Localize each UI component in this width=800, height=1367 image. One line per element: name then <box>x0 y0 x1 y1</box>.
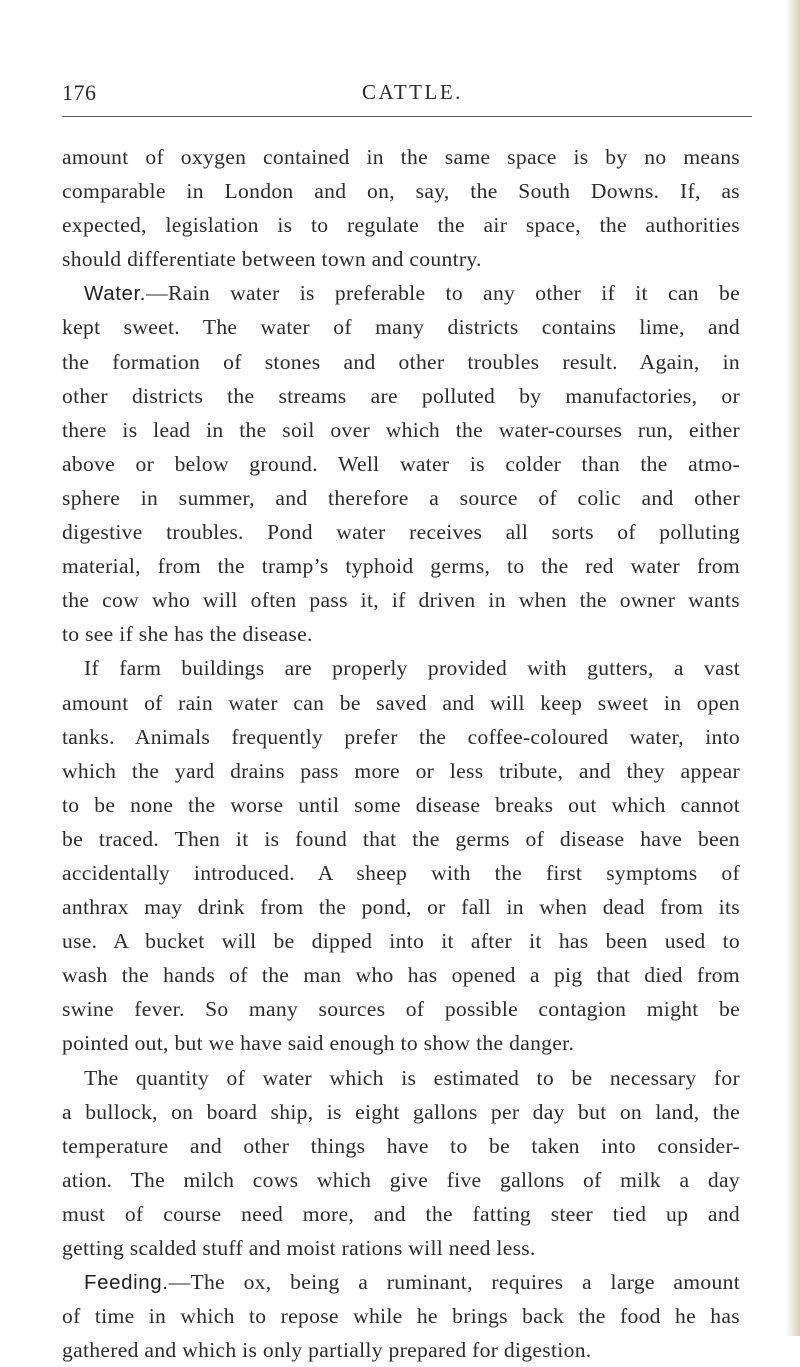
text-line-content: —Rain water is preferable to any other if it can be <box>146 281 740 306</box>
text-line: there is lead in the soil over which the water-courses run, either <box>62 417 740 442</box>
section-heading-water: Water. <box>84 282 147 306</box>
text-line: to see if she has the disease. <box>62 622 313 647</box>
text-line: digestive troubles. Pond water receives all sorts of polluting <box>62 520 740 545</box>
text-line: pointed out, but we have said enough to show the danger. <box>62 1031 575 1056</box>
text-line: If farm buildings are properly provided with gutters, a vast <box>84 656 740 681</box>
text-line: accidentally introduced. A sheep with the first symptoms of <box>62 860 740 885</box>
text-line: a bullock, on board ship, is eight gallons per day but on land, the <box>62 1099 740 1124</box>
text-line: swine fever. So many sources of possible contagion might be <box>62 997 740 1022</box>
text-line: should differentiate between town and country. <box>62 247 482 272</box>
text-line-content: —The ox, being a ruminant, requires a large amount <box>168 1270 740 1295</box>
page-header <box>62 76 752 117</box>
text-line: comparable in London and on, say, the South Downs. If, as <box>62 179 740 204</box>
page-number: 176 <box>62 80 97 105</box>
section-heading-feeding: Feeding. <box>84 1271 169 1295</box>
text-line: amount of rain water can be saved and will keep sweet in open <box>62 690 740 715</box>
text-line: of time in which to repose while he brings back the food he has <box>62 1304 740 1329</box>
text-line: use. A bucket will be dipped into it after it has been used to <box>62 929 740 954</box>
text-line: be traced. Then it is found that the germs of disease have been <box>62 826 740 851</box>
text-line: temperature and other things have to be taken into consider- <box>62 1133 740 1158</box>
text-line: must of course need more, and the fatting steer tied up and <box>62 1201 740 1226</box>
text-line: getting scalded stuff and moist rations will need less. <box>62 1236 536 1260</box>
text-line: the cow who will often pass it, if driven in when the owner wants <box>62 588 740 613</box>
text-line: which the yard drains pass more or less tribute, and they appear <box>62 758 740 783</box>
text-line: the formation of stones and other troubles result. Again, in <box>62 349 740 374</box>
text-line: sphere in summer, and therefore a source of colic and other <box>62 485 740 510</box>
text-line-feeding <box>62 1265 740 1299</box>
text-line: material, from the tramp’s typhoid germs, to the red water from <box>62 554 740 579</box>
page-edge-shadow <box>786 0 800 1336</box>
text-line: kept sweet. The water of many districts contains lime, and <box>62 315 740 340</box>
text-line: gathered and which is only partially prepared for digestion. <box>62 1338 592 1363</box>
text-line: above or below ground. Well water is colder than the atmo- <box>62 451 740 476</box>
text-line: ation. The milch cows which give five gallons of milk a day <box>62 1167 740 1192</box>
text-line: other districts the streams are polluted by manufactories, or <box>62 383 740 408</box>
text-line: tanks. Animals frequently prefer the coffee-coloured water, into <box>62 724 740 749</box>
text-line: to be none the worse until some disease breaks out which cannot <box>62 792 740 817</box>
text-line: anthrax may drink from the pond, or fall in when dead from its <box>62 895 740 920</box>
text-line: expected, legislation is to regulate the air space, the authorities <box>62 213 740 238</box>
text-line-water <box>62 276 740 310</box>
text-line: wash the hands of the man who has opened a pig that died from <box>62 963 740 988</box>
text-line: amount of oxygen contained in the same space is by no means <box>62 145 740 169</box>
running-head: CATTLE. <box>362 80 463 104</box>
body-text <box>62 140 740 1367</box>
text-line: The quantity of water which is estimated to be necessary for <box>84 1065 740 1090</box>
